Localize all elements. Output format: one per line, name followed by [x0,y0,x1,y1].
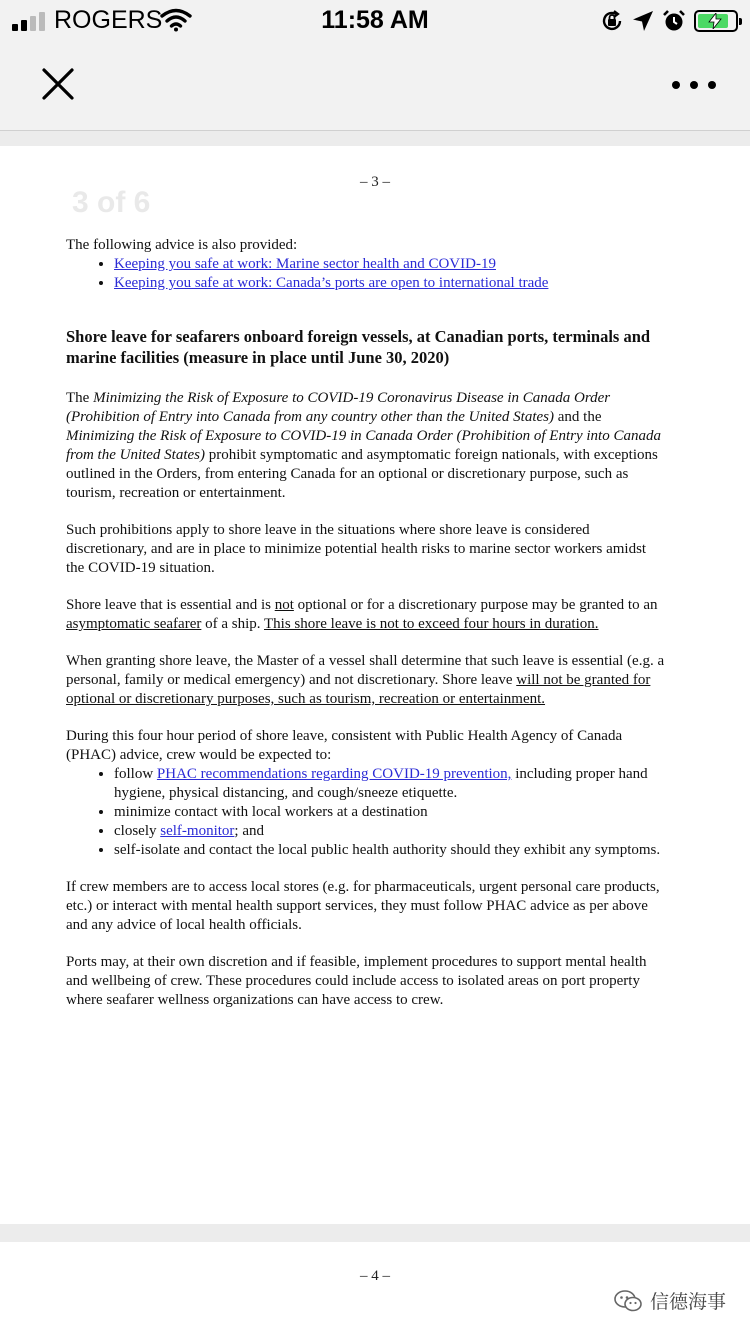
page-indicator: 3 of 6 [72,186,151,219]
close-icon [36,62,80,106]
close-button[interactable] [36,62,80,106]
paragraph-orders: The Minimizing the Risk of Exposure to COVID-19 Coronavirus Disease in Canada Order (Prohibition of Entry into Canada from any country other than the United States) and the Minimizing the Risk of Exposure to COVID-19 in Canada Order (Prohibition of Entry into Canada from the United States) prohibit symptomatic and asymptomatic foreign nationals, with exceptions outlined in the Orders, from entering Canada for an optional or discretionary purpose, such as tourism, recreation or entertainment. [66,390,661,501]
status-time: 11:58 AM [321,6,429,34]
paragraph-phac-advice: During this four hour period of shore leave, consistent with Public Health Agency of Canada (PHAC) advice, crew would be expected to: [66,728,623,763]
marine-sector-link[interactable]: Keeping you safe at work: Marine sector health and COVID-19 [114,256,496,272]
list-item [114,255,666,274]
viewer-toolbar [0,42,750,131]
status-bar [0,0,750,42]
alarm-icon [662,9,686,33]
wechat-icon [614,1289,642,1313]
more-icon [672,81,680,89]
more-options-button[interactable] [672,70,716,100]
section-heading: Shore leave for seafarers onboard foreign vessels, at Canadian ports, terminals and marine facilities (measure in place until June 30, 2020) [66,327,651,367]
ports-open-link[interactable]: Keeping you safe at work: Canada’s ports are open to international trade [114,275,549,291]
watermark-text: 信德海事 [649,1292,726,1313]
paragraph-essential-leave: Shore leave that is essential and is not optional or for a discretionary purpose may be granted to an asymptomatic seafarer of a ship. This shore leave is not to exceed four hours in duration. [66,597,658,632]
page-number: – 3 – [360,174,390,190]
paragraph-local-stores: If crew members are to access local stores (e.g. for pharmaceuticals, urgent personal care products, etc.) or interact with mental health support services, they must follow PHAC advice as per above and any advice of local health officials. [66,879,660,933]
document-page-3[interactable] [0,146,750,1224]
battery-charging-icon [694,10,738,32]
watermark [614,1287,726,1314]
document-body [66,236,666,1010]
orientation-lock-icon [600,9,624,33]
paragraph-granting-leave: When granting shore leave, the Master of a vessel shall determine that such leave is essential (e.g. a personal, family or medical emergency) and not discretionary. Shore leave will not be granted for optional or discretionary purposes, such as tourism, recreation or entertainment. [66,653,665,707]
list-item: • closely self-monitor; and [114,822,666,841]
self-monitor-link[interactable]: self-monitor [160,823,235,839]
list-item: • follow PHAC recommendations regarding COVID-19 prevention, including proper hand hygiene, physical distancing, and cough/sneeze etiquette. [114,765,666,803]
crew-expectations-list [66,765,666,860]
list-item: • minimize contact with local workers at a destination [114,803,666,822]
list-item [114,274,666,293]
page-number: – 4 – [360,1268,390,1284]
location-arrow-icon [632,10,654,32]
advice-links-list [66,255,666,293]
list-item: • self-isolate and contact the local public health authority should they exhibit any symptoms. [114,841,666,860]
carrier-name: ROGERS [54,6,163,34]
paragraph-port-procedures: Ports may, at their own discretion and if feasible, implement procedures to support mental health and wellbeing of crew. These procedures could include access to isolated areas on port property where seafarer wellness organizations can have access to crew. [66,954,647,1008]
intro-text: The following advice is also provided: [66,237,298,253]
paragraph-prohibitions: Such prohibitions apply to shore leave in the situations where shore leave is considered discretionary, and are in place to minimize potential health risks to marine sector workers amidst the COVID-19 situation. [66,522,647,576]
phac-recommendations-link[interactable]: PHAC recommendations regarding COVID-19 prevention, [156,766,512,782]
